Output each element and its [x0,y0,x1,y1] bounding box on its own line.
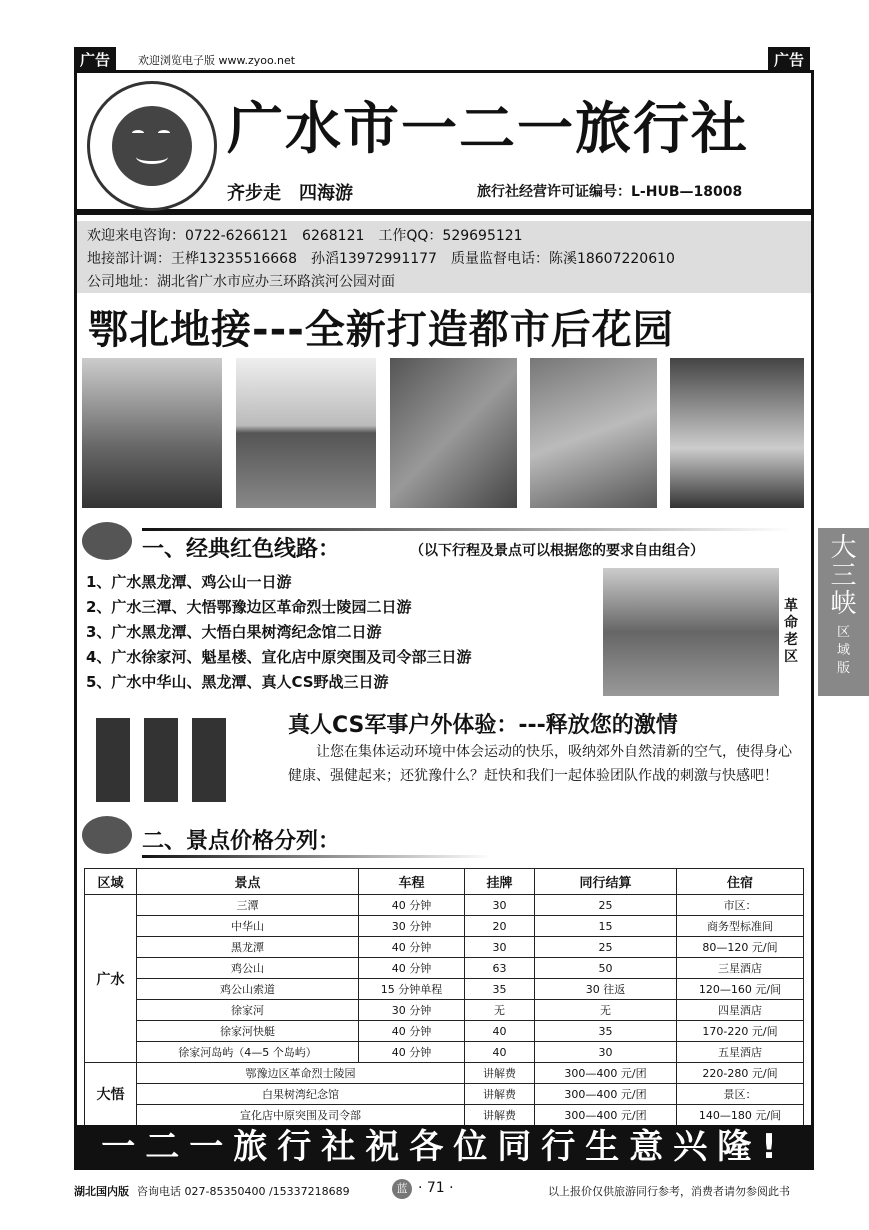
table-cell: 30 [465,937,535,958]
route-1: 1、广水黑龙潭、鸡公山一日游 [86,573,292,591]
th-drive: 车程 [359,869,465,895]
table-cell: 宣化店中原突围及司令部 [137,1105,465,1126]
table-row [85,1105,804,1126]
table-cell: 40 分钟 [359,937,465,958]
table-cell: 鄂豫边区革命烈士陵园 [137,1063,465,1084]
route-2: 2、广水三潭、大悟鄂豫边区革命烈士陵园二日游 [86,598,412,616]
table-cell: 25 [535,895,677,916]
photo-lake-boat [236,358,376,508]
table-cell: 50 [535,958,677,979]
table-cell: 讲解费 [465,1084,535,1105]
section1-note: （以下行程及景点可以根据您的要求自由组合） [410,543,704,559]
table-cell: 35 [465,979,535,1000]
site-notice: 欢迎浏览电子版 www.zyoo.net [138,54,296,67]
route-3: 3、广水黑龙潭、大悟白果树湾纪念馆二日游 [86,623,382,641]
table-row [85,916,804,937]
table-row [85,895,804,916]
th-region: 区域 [85,869,137,895]
table-cell: 无 [535,1000,677,1021]
contact-line-1: 欢迎来电咨询：0722-6266121 6268121 工作QQ：529695121 [87,228,523,244]
th-hotel: 住宿 [677,869,804,895]
table-row [85,1084,804,1105]
section2-title: 二、景点价格分列： [142,829,341,854]
side-title: 大三峡 [830,533,857,619]
cs-title: 真人CS军事户外体验：---释放您的激情 [288,713,678,738]
page-number: · 71 · [418,1180,454,1196]
slogan: 齐步走 四海游 [227,183,353,204]
table-row [85,1021,804,1042]
table-cell: 徐家河 [137,1000,359,1021]
edition-badge: 蓝 [392,1179,412,1199]
table-cell: 300—400 元/团 [535,1063,677,1084]
table-cell: 鸡公山 [137,958,359,979]
section1-title: 一、经典红色线路： [142,537,341,562]
table-cell: 鸡公山索道 [137,979,359,1000]
table-cell: 五星酒店 [677,1042,804,1063]
ad-label-right: 广告 [768,47,810,72]
table-row [85,958,804,979]
header [77,73,811,215]
region-cell: 大悟 [85,1063,137,1126]
disclaimer: 以上报价仅供旅游同行参考，消费者请勿参阅此书 [548,1185,790,1198]
table-cell: 300—400 元/团 [535,1084,677,1105]
speech-bubble-icon [82,522,132,560]
blessing-banner: 一二一旅行社祝各位同行生意兴隆! [74,1125,814,1170]
table-cell: 白果树湾纪念馆 [137,1084,465,1105]
table-cell: 徐家河岛屿（4—5 个岛屿） [137,1042,359,1063]
table-cell: 40 [465,1042,535,1063]
table-cell: 63 [465,958,535,979]
smiley-icon [112,106,192,186]
price-table [84,868,804,1126]
table-cell: 四星酒店 [677,1000,804,1021]
route-5: 5、广水中华山、黑龙潭、真人CS野战三日游 [86,673,389,691]
table-cell: 35 [535,1021,677,1042]
table-cell: 讲解费 [465,1105,535,1126]
cs-body: 让您在集体运动环境中体会运动的快乐，吸纳郊外自然清新的空气，使得身心健康、强健起来；还犹豫什么？赶快和我们一起体验团队作战的刺激与快感吧！ [288,744,792,784]
photo-waterfall [390,358,517,508]
photo-climbing [530,358,657,508]
table-row [85,979,804,1000]
side-tab [818,528,869,696]
table-cell: 40 分钟 [359,1021,465,1042]
th-list: 挂牌 [465,869,535,895]
table-cell: 三星酒店 [677,958,804,979]
table-cell: 15 分钟单程 [359,979,465,1000]
photo-label: 革命老区 [784,598,798,665]
table-cell: 20 [465,916,535,937]
table-row [85,1042,804,1063]
table-cell: 40 分钟 [359,1042,465,1063]
contact-line-2: 地接部计调：王桦13235516668 孙滔13972991177 质量监督电话：陈溪18607220610 [87,251,675,267]
table-cell: 40 分钟 [359,958,465,979]
table-cell: 80—120 元/间 [677,937,804,958]
side-subtitle: 区域版 [836,625,850,676]
table-cell: 25 [535,937,677,958]
table-cell: 讲解费 [465,1063,535,1084]
table-cell: 40 分钟 [359,895,465,916]
table-cell: 30 往返 [535,979,677,1000]
photo-falls [670,358,804,508]
ad-label-left: 广告 [74,47,116,72]
route-4: 4、广水徐家河、魁星楼、宣化店中原突围及司令部三日游 [86,648,472,666]
table-row [85,1063,804,1084]
contact-line-3: 公司地址：湖北省广水市应办三环路滨河公园对面 [87,274,395,290]
photo-memorial [603,568,779,696]
table-cell: 300—400 元/团 [535,1105,677,1126]
table-cell: 三潭 [137,895,359,916]
company-name: 广水市一二一旅行社 [227,97,749,162]
table-row [85,937,804,958]
table-cell: 40 [465,1021,535,1042]
table-cell: 徐家河快艇 [137,1021,359,1042]
th-spot: 景点 [137,869,359,895]
table-cell: 30 [465,895,535,916]
license-number: 旅行社经营许可证编号：L-HUB—18008 [477,184,743,200]
headline: 鄂北地接---全新打造都市后花园 [88,307,674,353]
table-cell: 30 分钟 [359,1000,465,1021]
table-cell: 170-220 元/间 [677,1021,804,1042]
speech-bubble-icon-2 [82,816,132,854]
table-cell: 商务型标准间 [677,916,804,937]
table-cell: 120—160 元/间 [677,979,804,1000]
th-settle: 同行结算 [535,869,677,895]
table-row [85,1000,804,1021]
table-cell: 30 分钟 [359,916,465,937]
table-cell: 220-280 元/间 [677,1063,804,1084]
table-cell: 市区： [677,895,804,916]
table-cell: 无 [465,1000,535,1021]
table-cell: 中华山 [137,916,359,937]
table-cell: 黑龙潭 [137,937,359,958]
bottom-phone: 咨询电话 027-85350400 /15337218689 [137,1185,350,1198]
edition-label: 湖北国内版 [74,1185,129,1198]
table-cell: 30 [535,1042,677,1063]
contact-block [77,221,811,293]
table-cell: 景区： [677,1084,804,1105]
soldiers-illustration [96,718,236,802]
region-cell: 广水 [85,895,137,1063]
table-cell: 15 [535,916,677,937]
photo-mountain [82,358,222,508]
table-cell: 140—180 元/间 [677,1105,804,1126]
logo [87,81,217,211]
